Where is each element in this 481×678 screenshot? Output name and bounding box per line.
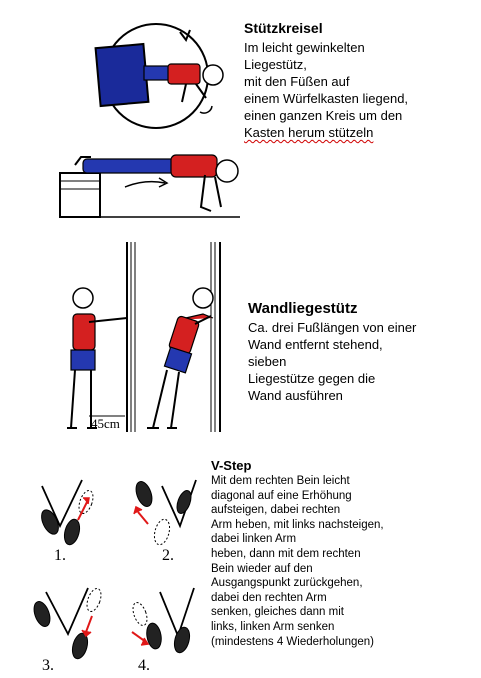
description-line: links, linken Arm senken — [211, 620, 335, 633]
description-line: Wand entfernt stehend, — [248, 337, 383, 352]
description-line: Ausgangspunkt zurückgehen, — [211, 577, 363, 590]
description-line: (mindestens 4 Wiederholungen) — [211, 635, 375, 648]
description-line: Bein wieder auf den — [211, 562, 313, 575]
description-line: Kasten herum stützeln — [244, 125, 374, 140]
description-line: diagonal auf eine Erhöhung — [211, 489, 352, 502]
stuetzkreisel-sideview-illustration — [55, 145, 245, 225]
description-line: einem Würfelkasten liegend, — [244, 91, 409, 106]
description-line: sieben — [248, 354, 287, 369]
step-number: 3. — [42, 657, 54, 674]
section-title: Stützkreisel — [244, 20, 323, 36]
stuetzkreisel-topview-illustration — [68, 20, 248, 135]
vstep-step3-diagram — [28, 580, 113, 675]
description-line: mit den Füßen auf — [244, 74, 350, 89]
description-line: Liegestütz, — [244, 57, 307, 72]
step-number: 2. — [162, 547, 174, 564]
description-line: senken, gleiches dann mit — [211, 606, 344, 619]
description-line: Wand ausführen — [248, 388, 343, 403]
description-line: dabei den rechten Arm — [211, 591, 327, 604]
section-vstep — [211, 457, 384, 649]
description-line: einen ganzen Kreis um den — [244, 108, 403, 123]
section-title: Wandliegestütz — [248, 300, 358, 317]
description-line: Arm heben, mit links nachsteigen, — [211, 518, 384, 531]
vstep-step2-diagram — [118, 472, 203, 567]
distance-label: 45cm — [91, 416, 120, 431]
description-line: Ca. drei Fußlängen von einer — [248, 320, 417, 335]
section-stuetzkreisel — [244, 20, 408, 141]
vstep-step4-diagram — [118, 580, 203, 675]
section-title: V-Step — [211, 458, 252, 473]
step-number: 4. — [138, 657, 150, 674]
description-line: Im leicht gewinkelten — [244, 40, 365, 55]
wandliegestuetz-illustration — [55, 238, 240, 438]
description-line: dabei linken Arm — [211, 533, 297, 546]
description-line: aufsteigen, dabei rechten — [211, 504, 341, 517]
description-line: Liegestütze gegen die — [248, 371, 376, 386]
section-wandliegestuetz — [248, 300, 416, 404]
description-line: Mit dem rechten Bein leicht — [211, 475, 350, 487]
description-line: heben, dann mit dem rechten — [211, 547, 361, 560]
vstep-step1-diagram — [28, 472, 113, 567]
step-number: 1. — [54, 547, 66, 564]
